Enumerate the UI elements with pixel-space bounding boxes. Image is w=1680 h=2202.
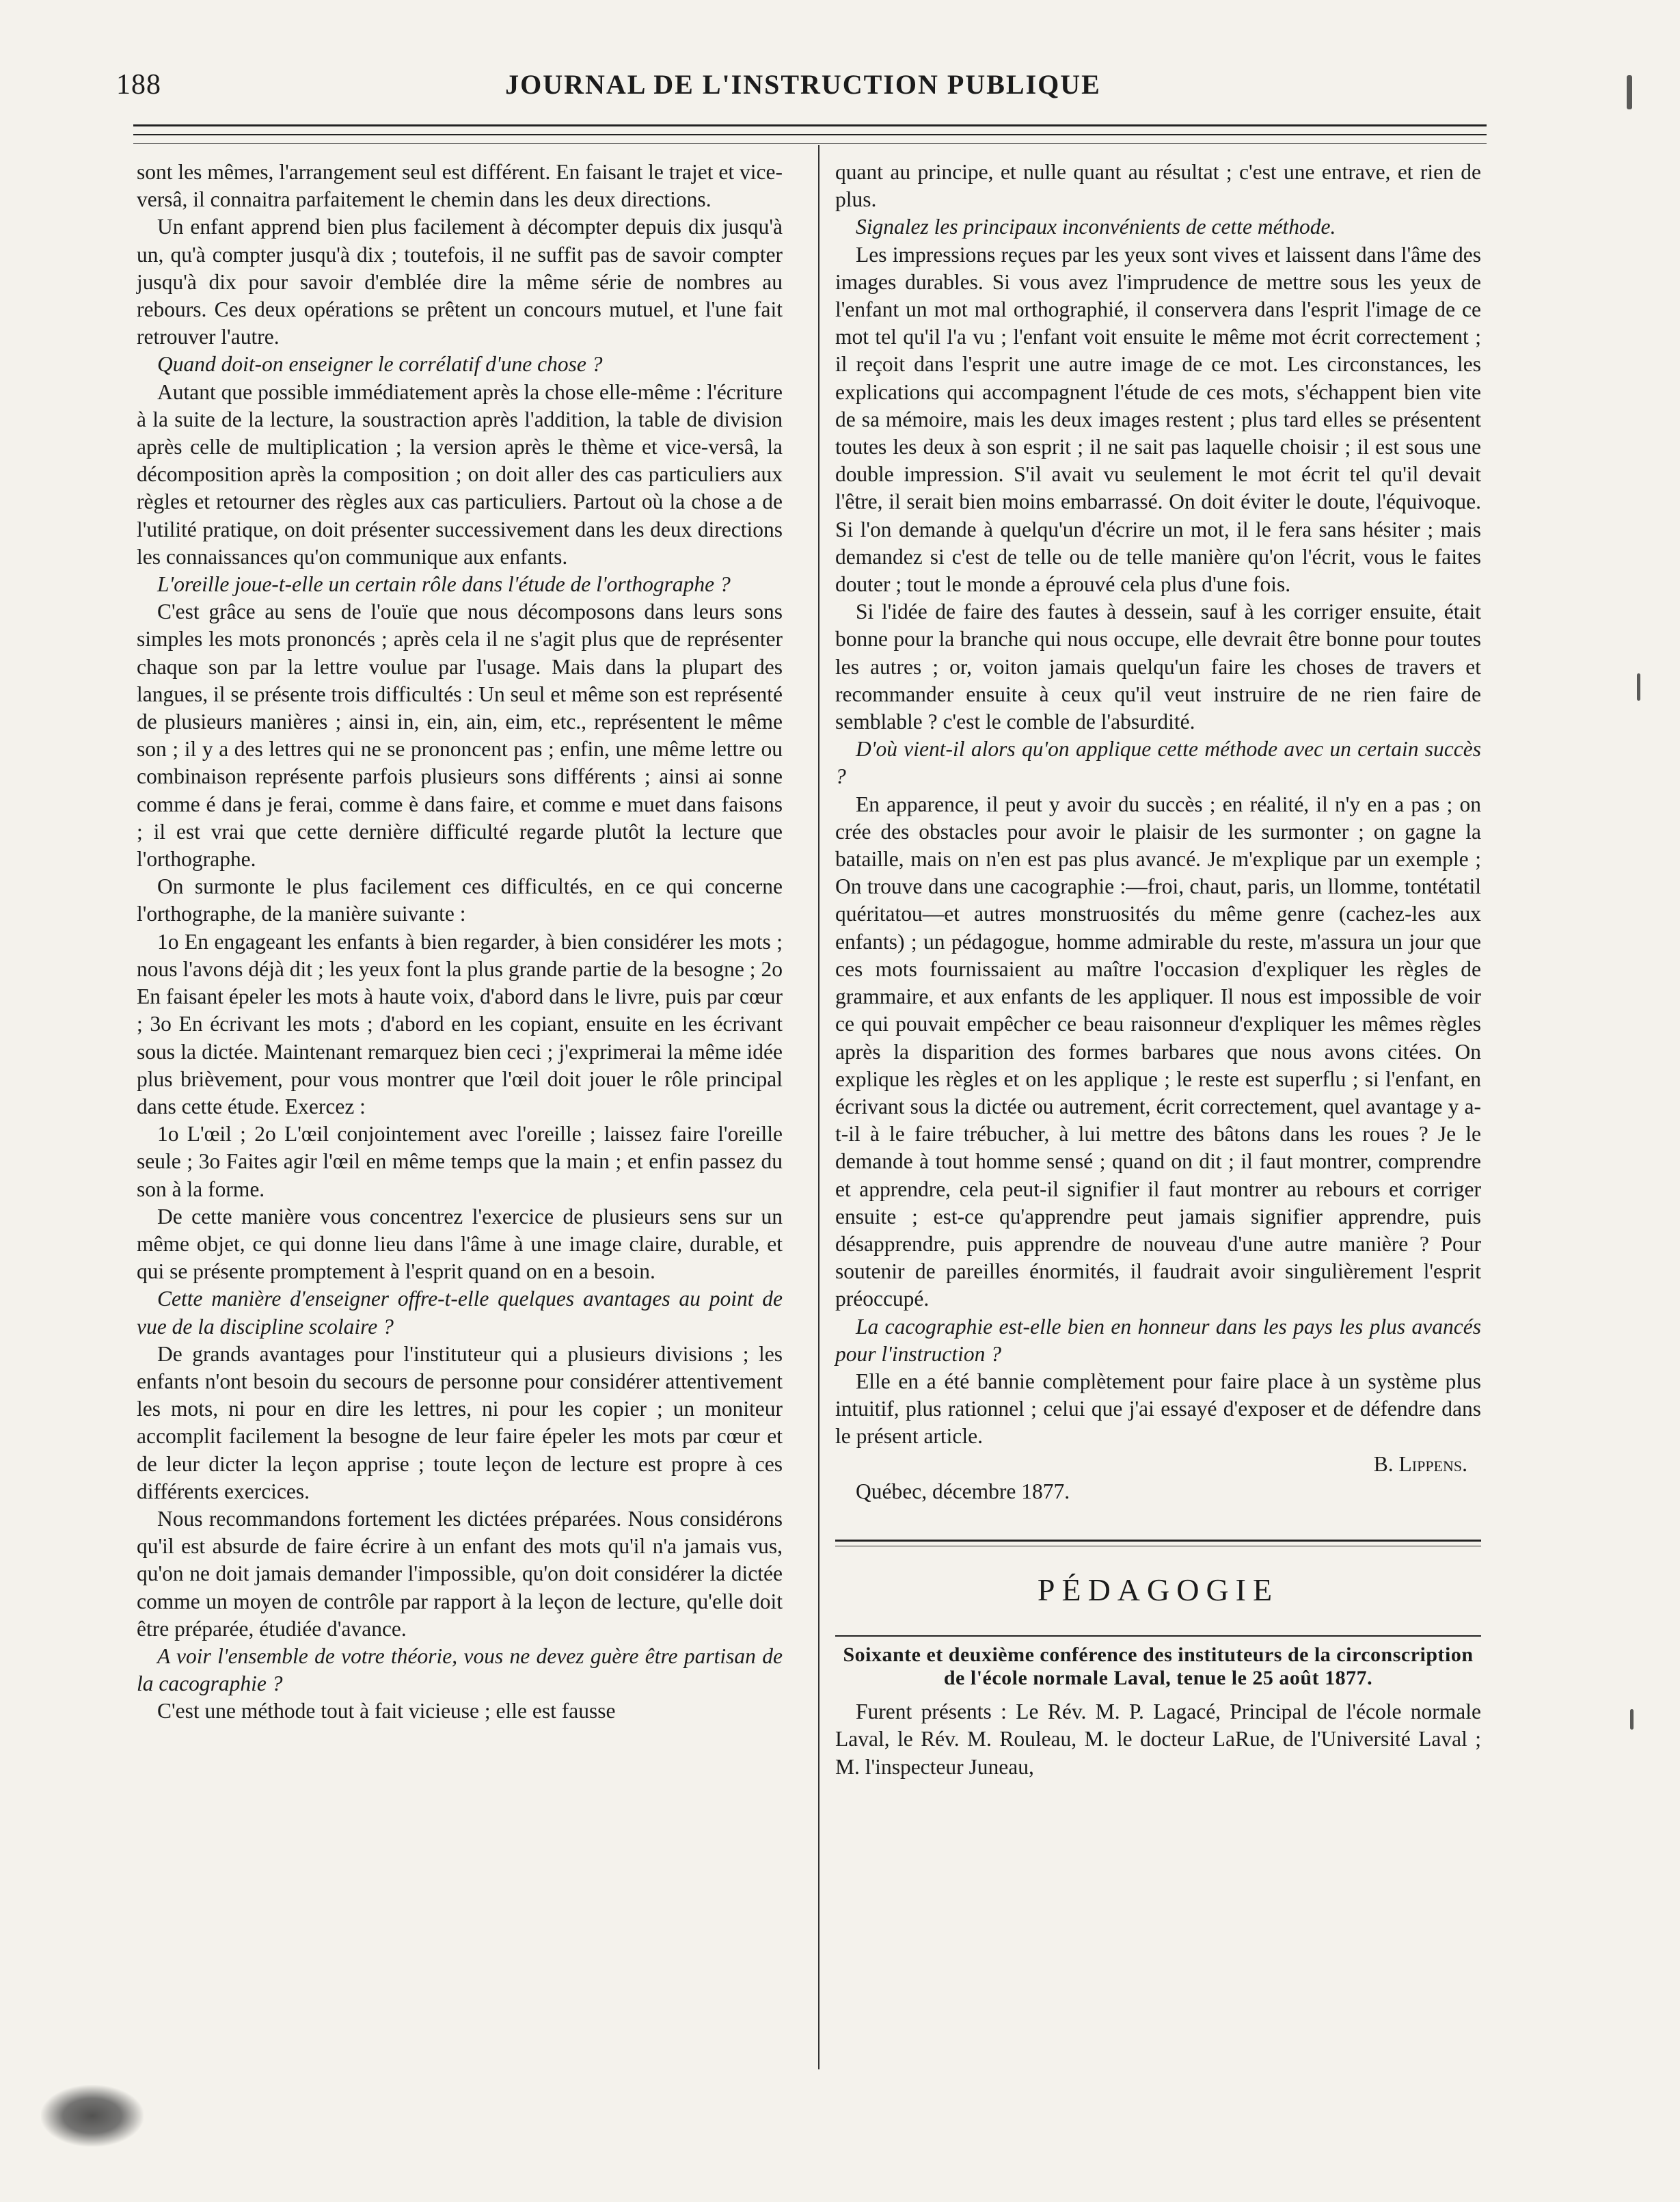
page-number: 188 <box>116 69 161 100</box>
body-paragraph: En apparence, il peut y avoir du succès ; en réalité, il n'y en a pas ; on crée des obstacles pour avoir le plaisir de les surmonter ; on gagne la bataille, mais on n'en est pas plus avancé. Je m'explique par un exemple ; On trouve dans une cacographie :—froi, chaut, paris, un llomme, tontétatil quéritatou—et autres monstruosités du même genre (cachez-les aux enfants) ; un pédagogue, homme admirable du reste, m'assura un jour que ces mots fournissaient au maître l'occasion d'expliquer les règles de grammaire, et aux enfants de les appliquer. Il nous est impossible de voir ce qui pouvait empêcher ce beau raisonneur d'expliquer les mêmes règles après la disparition des formes barbares que nous avons citées. On explique les règles et on les applique ; le reste est superflu ; si l'enfant, en écrivant sous la dictée ou autrement, écrit correctement, quel avantage y a-t-il à le faire trébucher, à lui mettre des bâtons dans les roues ? Je le demande à tout homme sensé ; quand on dit ; il faut montrer, comprendre et apprendre, cela peut-il signifier il faut montrer au rebours et corriger ensuite ; est-ce qu'apprendre peut jamais signifier apprendre, puis désapprendre, puis apprendre de nouveau d'une autre manière ? Pour soutenir de pareilles énormités, il faudrait avoir singulièrement l'esprit préoccupé. <box>835 792 1481 1311</box>
left-column <box>137 159 783 1726</box>
body-paragraph: 1o L'œil ; 2o L'œil conjointement avec l'oreille ; laissez faire l'oreille seule ; 3o Faites agir l'œil en même temps que la main ; et enfin passez du son à la forme. <box>137 1122 783 1201</box>
body-paragraph: Les impressions reçues par les yeux sont vives et laissent dans l'âme des images durables. Si vous avez l'imprudence de mettre sous les yeux de l'enfant un mot mal orthographié, il conservera dans l'esprit l'image de ce mot tel qu'il l'a vu ; l'enfant voit ensuite le même mot écrit correctement ; il reçoit dans l'esprit une autre image de ce mot. Les circonstances, les explications qui accompagnent l'étude de ces mots, s'échappent bien vite de sa mémoire, mais les deux images restent ; plus tard elles se présentent toutes les deux à son esprit ; il ne sait pas laquelle choisir ; il est sous une double impression. S'il avait vu seulement le mot écrit tel qu'il devait l'être, il serait bien moins embarrassé. On doit éviter le doute, l'équivoque. Si l'on demande à quelqu'un d'écrire un mot, il le fera sans hésiter ; mais demandez si c'est de telle ou de telle manière qu'on l'écrit, vous le faites douter ; tout le monde a éprouvé cela plus d'une fois. <box>835 242 1481 597</box>
column-divider <box>818 145 819 2069</box>
conference-text: Furent présents : Le Rév. M. P. Lagacé, Principal de l'école normale Laval, le Rév. M. Rouleau, M. le docteur LaRue, de l'Université Laval ; M. l'inspecteur Juneau, <box>835 1700 1481 1779</box>
body-paragraph: Autant que possible immédiatement après la chose elle-même : l'écriture à la suite de la lecture, la soustraction après l'addition, la table de division après celle de multiplication ; la version après le thème et vice-versâ, la décomposition après la composition ; on doit aller des cas particuliers aux règles et retourner des règles aux cas particuliers. Partout où la chose a de l'utilité pratique, on doit présenter successivement dans les deux directions les connaissances qu'on communique aux enfants. <box>137 379 783 569</box>
section-title: PÉDAGOGIE <box>1037 1572 1279 1607</box>
page-header <box>116 68 1490 109</box>
body-paragraph: De grands avantages pour l'instituteur qui a plusieurs divisions ; les enfants n'ont besoin du secours de personne pour considérer attentivement les mots, ni pour en dire les lettres, ni pour les copier ; un moniteur accomplit facilement la besogne de leur faire épeler les mots par cœur et de leur dicter la leçon apprise ; toute leçon de lecture est propre à ces différents exercices. <box>137 1341 783 1503</box>
right-column <box>835 159 1481 1781</box>
author-signature: B. Lippens. <box>1373 1451 1467 1476</box>
header-rule <box>133 143 1487 144</box>
question-paragraph: La cacographie est-elle bien en honneur dans les pays les plus avancés pour l'instruction ? <box>835 1314 1481 1366</box>
margin-mark <box>1627 75 1632 109</box>
margin-mark <box>1630 1709 1634 1730</box>
ink-smudge <box>41 2085 144 2147</box>
journal-title: JOURNAL DE L'INSTRUCTION PUBLIQUE <box>505 69 1101 100</box>
place-date: Québec, décembre 1877. <box>856 1479 1070 1503</box>
body-paragraph: Elle en a été bannie complètement pour faire place à un système plus intuitif, plus rationnel ; celui que j'ai essayé d'exposer et de défendre dans le présent article. <box>835 1369 1481 1449</box>
body-paragraph: quant au principe, et nulle quant au résultat ; c'est une entrave, et rien de plus. <box>835 160 1481 212</box>
question-paragraph: D'où vient-il alors qu'on applique cette méthode avec un certain succès ? <box>835 737 1481 789</box>
body-paragraph: C'est une méthode tout à fait vicieuse ; elle est fausse <box>157 1699 616 1723</box>
right-column-paragraphs <box>835 159 1481 1451</box>
body-paragraph: On surmonte le plus facilement ces difficultés, en ce qui concerne l'orthographe, de la manière suivante : <box>137 874 783 926</box>
question-paragraph: A voir l'ensemble de votre théorie, vous ne devez guère être partisan de la cacographie ? <box>137 1643 783 1696</box>
question-paragraph: Quand doit-on enseigner le corrélatif d'une chose ? <box>157 352 603 377</box>
body-paragraph: sont les mêmes, l'arrangement seul est différent. En faisant le trajet et vice-versâ, il connaitra parfaitement le chemin dans les deux directions. <box>137 160 783 212</box>
body-paragraph: Nous recommandons fortement les dictées préparées. Nous considérons qu'il est absurde de faire écrire à un enfant des mots qu'il n'a jamais vus, qu'on ne doit jamais demander l'impossible, qu'on doit considérer la dictée comme un moyen de contrôle par rapport à la leçon de lecture, qu'elle doit être préparée, étudiée d'avance. <box>137 1506 783 1641</box>
conference-title: Soixante et deuxième conférence des instituteurs de la circonscription de l'école normale Laval, tenue le 25 août 1877. <box>843 1643 1474 1690</box>
body-paragraph: Si l'idée de faire des fautes à dessein, sauf à les corriger ensuite, était bonne pour la branche qui nous occupe, elle devrait être bonne pour toutes les autres ; or, voiton jamais quelqu'un faire les choses de travers et recommander ensuite à ceux qu'il veut instruire de ne rien faire de semblable ? c'est le comble de l'absurdité. <box>835 600 1481 734</box>
question-paragraph: Cette manière d'enseigner offre-t-elle quelques avantages au point de vue de la discipline scolaire ? <box>137 1287 783 1339</box>
header-rule <box>133 134 1487 135</box>
body-paragraph: De cette manière vous concentrez l'exercice de plusieurs sens sur un même objet, ce qui donne lieu dans l'âme à une image claire, durable, et qui se présente promptement à l'esprit quand on en a besoin. <box>137 1204 783 1284</box>
body-paragraph: Un enfant apprend bien plus facilement à décompter depuis dix jusqu'à un, qu'à compter jusqu'à dix ; toutefois, il ne suffit pas de savoir compter jusqu'à dix pour savoir d'emblée dire la même série de nombres au rebours. Ces deux opérations se prêtent un concours mutuel, et l'une fait retrouver l'autre. <box>137 215 783 349</box>
header-rule <box>133 124 1487 126</box>
body-paragraph: 1o En engageant les enfants à bien regarder, à bien considérer les mots ; nous l'avons déjà dit ; les yeux font la plus grande partie de la besogne ; 2o En faisant épeler les mots à haute voix, d'abord dans le livre, puis par cœur ; 3o En écrivant les mots ; d'abord en les copiant, ensuite en les écrivant sous la dictée. Maintenant remarquez bien ceci ; j'exprimerai la même idée plus brièvement, pour vous montrer que l'œil doit jouer le rôle principal dans cette étude. Exercez : <box>137 929 783 1118</box>
margin-mark <box>1637 673 1640 701</box>
question-paragraph: Signalez les principaux inconvénients de cette méthode. <box>856 215 1336 239</box>
section-rule <box>835 1635 1481 1637</box>
section-rule <box>835 1540 1481 1542</box>
body-paragraph: C'est grâce au sens de l'ouïe que nous décomposons dans leurs sons simples les mots prononcés ; après cela il ne s'agit plus que de représenter chaque son par la lettre voulue par l'usage. Mais dans la plupart des langues, il se présente trois difficultés : Un seul et même son est représenté de plusieurs manières ; ainsi in, ein, ain, eim, etc., représentent le même son ; il y a des lettres qui ne se prononcent pas ; enfin, une même lettre ou combinaison représente parfois plusieurs sons différents ; ainsi ai sonne comme é dans je ferai, comme è dans faire, et comme e muet dans faisons ; il est vrai que cette dernière difficulté regarde plutôt la lecture que l'orthographe. <box>137 600 783 872</box>
question-paragraph: L'oreille joue-t-elle un certain rôle dans l'étude de l'orthographe ? <box>157 572 731 597</box>
